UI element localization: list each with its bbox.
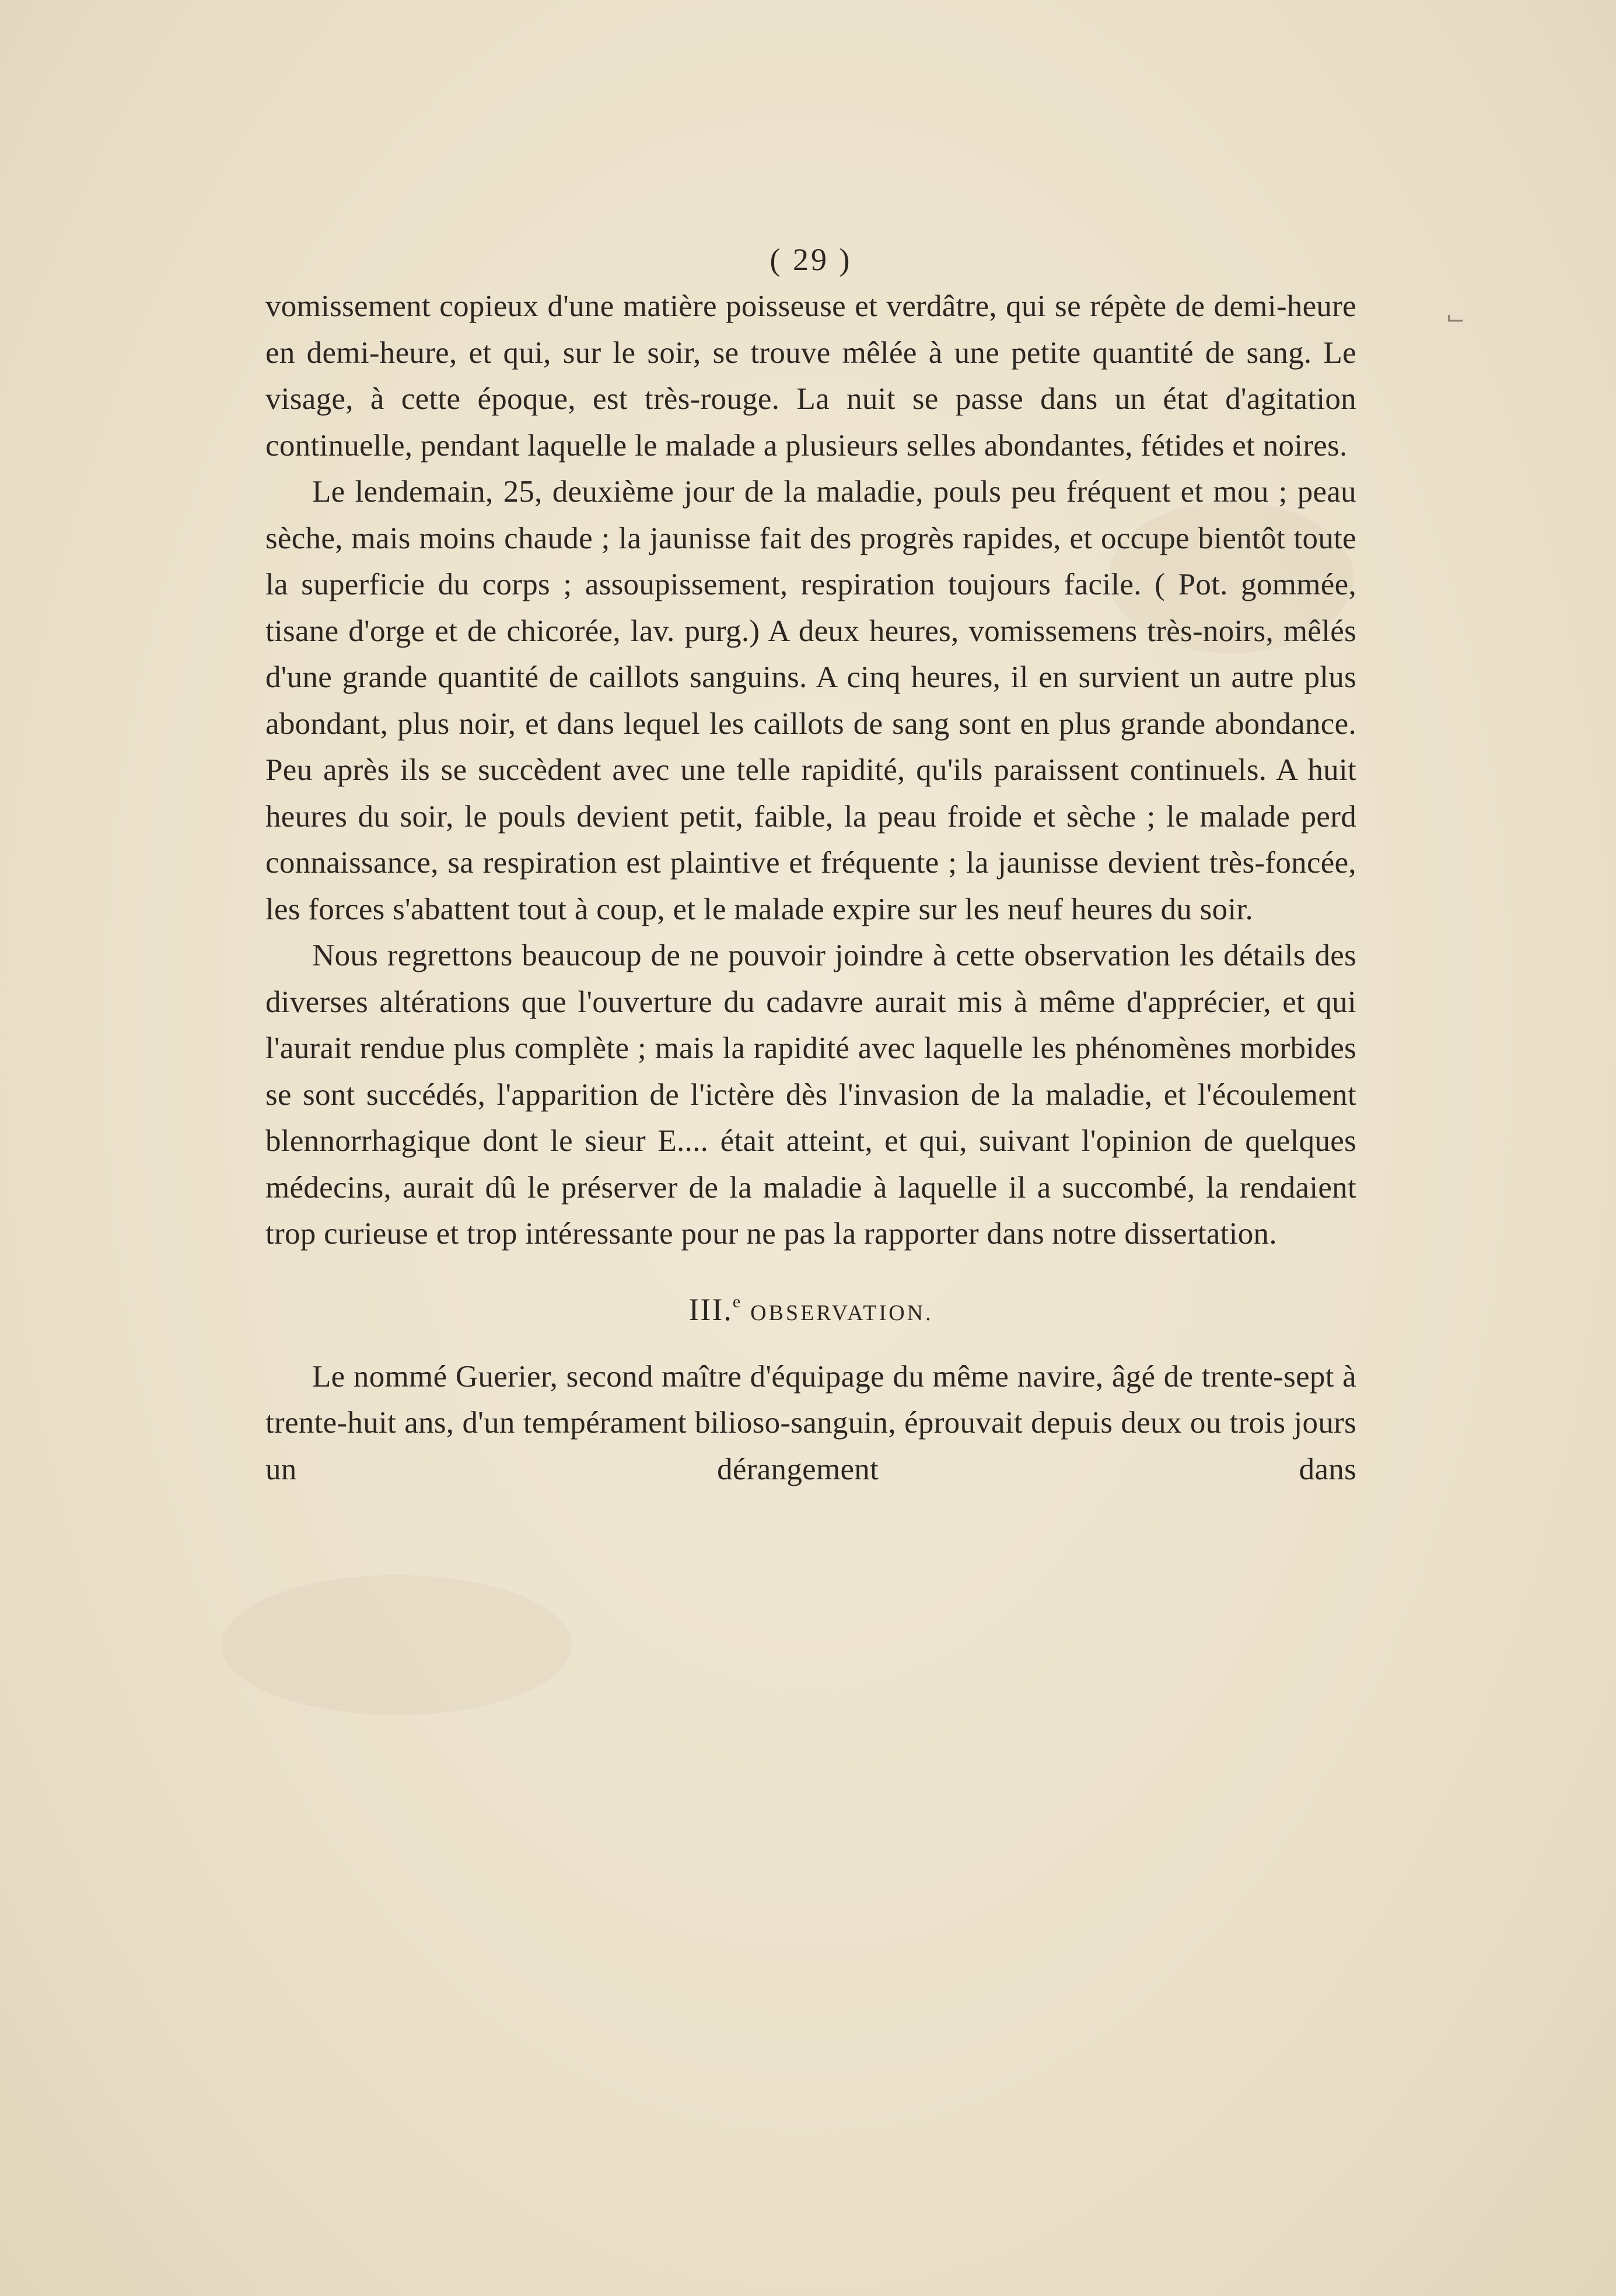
section-heading <box>265 1281 1356 1334</box>
section-superscript: e <box>732 1292 742 1311</box>
paper-stain <box>222 1575 572 1715</box>
paragraph-guerier: Le nommé Guerier, second maître d'équipage du même navire, âgé de trente-sept à trente-huit ans, d'un tempérament bilioso-sanguin, éprouvait depuis deux ou trois jours un dérangement dans <box>265 1359 1356 1486</box>
page-text <box>265 239 1356 1493</box>
paragraph-continuation: vomissement copieux d'une matière poisseuse et verdâtre, qui se répète de demi-heure en demi-heure, et qui, sur le soir, se trouve mêlée à une petite quantité de sang. Le visage, à cette époque, est très-rouge. La nuit se passe dans un état d'agitation continuelle, pendant laquelle le malade a plusieurs selles abondantes, fétides et noires. <box>265 289 1356 463</box>
paragraph-regrets: Nous regrettons beaucoup de ne pouvoir joindre à cette observation les détails des diverses altérations que l'ouverture du cadavre aurait mis à même d'apprécier, et qui l'aurait rendue plus complète ; mais la rapidité avec laquelle les phénomènes morbides se sont succédés, l'apparition de l'ictère dès l'invasion de la maladie, et l'écoulement blennorrhagique dont le sieur E.... était atteint, et qui, suivant l'opinion de quelques médecins, aurait dû le préserver de la maladie à laquelle il a succombé, la rendaient trop curieuse et trop intéressante pour ne pas la rapporter dans notre dissertation. <box>265 939 1356 1251</box>
margin-mark: ⌙ <box>1446 304 1465 330</box>
section-word: OBSERVATION. <box>750 1300 933 1325</box>
paragraph-lendemain: Le lendemain, 25, deuxième jour de la maladie, pouls peu fréquent et mou ; peau sèche, mais moins chaude ; la jaunisse fait des progrès rapides, et occupe bientôt toute la superficie du corps ; assoupissement, respiration toujours facile. ( Pot. gommée, tisane d'orge et de chicorée, lav. purg.) A deux heures, vomissemens très-noirs, mêlés d'une grande quantité de caillots sanguins. A cinq heures, il en survient un autre plus abondant, plus noir, et dans lequel les caillots de sang sont en plus grande abondance. Peu après ils se succèdent avec une telle rapidité, qu'ils paraissent continuels. A huit heures du soir, le pouls devient petit, faible, la peau froide et sèche ; le malade perd connaissance, sa respiration est plaintive et fréquente ; la jaunisse devient très-foncée, les forces s'abattent tout à coup, et le malade expire sur les neuf heures du soir. <box>265 475 1356 926</box>
section-numeral: III. <box>688 1292 733 1327</box>
page-number: ( 29 ) <box>769 242 852 277</box>
